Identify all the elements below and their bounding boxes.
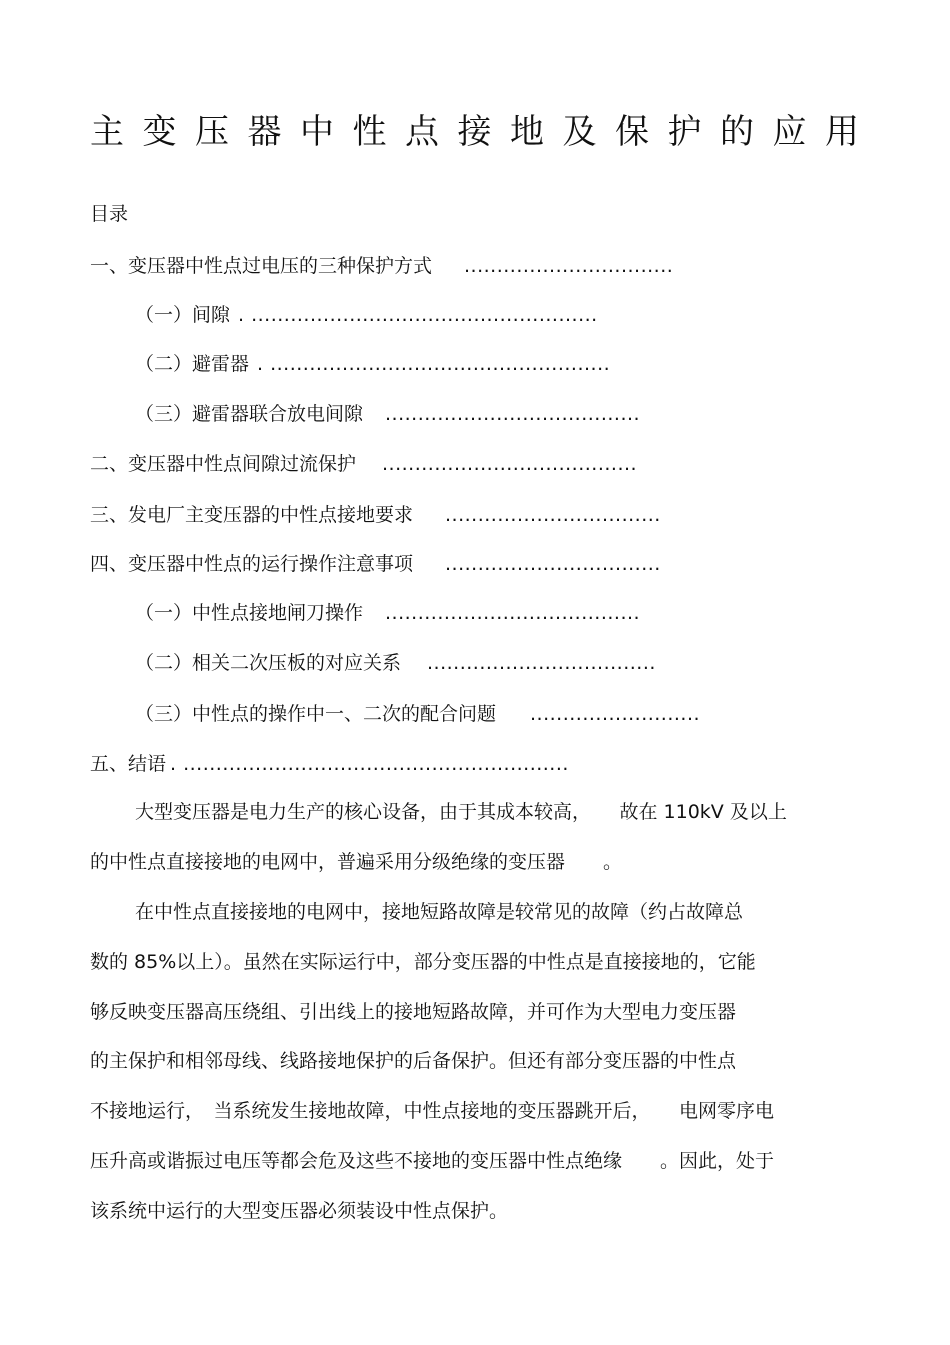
- toc-entry-dots: . ...........................................................: [170, 753, 569, 775]
- toc-entry-dots: .......................................: [385, 403, 641, 425]
- toc-entry-dots: . ....................................................: [257, 353, 611, 375]
- toc-entry-dots: .......................................: [385, 602, 641, 624]
- toc-entry[interactable]: [135, 352, 610, 376]
- toc-entry[interactable]: [135, 303, 598, 327]
- toc-entry[interactable]: [135, 402, 640, 426]
- toc-entry[interactable]: [90, 452, 637, 476]
- paragraph-line: 该系统中运行的大型变压器必须装设中性点保护。: [90, 1200, 509, 1222]
- toc-entry-label: 一、变压器中性点过电压的三种保护方式: [90, 255, 433, 277]
- paragraph-line: 压升高或谐振过电压等都会危及这些不接地的变压器中性点绝缘 。因此，处于: [90, 1150, 775, 1172]
- toc-entry-label: （一）中性点接地闸刀操作: [135, 602, 364, 624]
- toc-entry-label: 三、发电厂主变压器的中性点接地要求: [90, 504, 414, 526]
- toc-entry-label: （三）中性点的操作中一、二次的配合问题: [135, 703, 497, 725]
- paragraph-line: 的中性点直接接地的电网中，普遍采用分级绝缘的变压器 。: [90, 851, 623, 873]
- toc-entry[interactable]: [135, 702, 700, 726]
- toc-entry-label: 二、变压器中性点间隙过流保护: [90, 453, 357, 475]
- toc-entry-label: （二）相关二次压板的对应关系: [135, 652, 402, 674]
- paragraph-line: 数的 85%以上）。虽然在实际运行中，部分变压器的中性点是直接接地的，它能: [90, 951, 756, 973]
- paragraph-line: 不接地运行， 当系统发生接地故障，中性点接地的变压器跳开后， 电网零序电: [90, 1100, 775, 1122]
- toc-entry-label: 四、变压器中性点的运行操作注意事项: [90, 553, 414, 575]
- toc-entry-dots: ..........................: [530, 703, 701, 725]
- toc-entry-label: 五、结语: [90, 753, 167, 775]
- toc-entry-label: （三）避雷器联合放电间隙: [135, 403, 364, 425]
- toc-entry-dots: . .....................................................: [238, 304, 598, 326]
- toc-heading: 目录: [90, 203, 129, 225]
- toc-entry[interactable]: [90, 503, 661, 527]
- toc-entry-dots: .......................................: [382, 453, 638, 475]
- toc-entry[interactable]: [90, 752, 569, 776]
- paragraph-line: 够反映变压器高压绕组、引出线上的接地短路故障，并可作为大型电力变压器: [90, 1001, 737, 1023]
- toc-entry-dots: ................................: [464, 255, 674, 277]
- toc-entry[interactable]: [135, 651, 656, 675]
- paragraph-line: 大型变压器是电力生产的核心设备，由于其成本较高， 故在 110kV 及以上: [135, 801, 787, 823]
- toc-entry[interactable]: [90, 254, 673, 278]
- toc-entry-dots: ...................................: [427, 652, 656, 674]
- toc-entry-label: （一）间隙: [135, 304, 231, 326]
- paragraph-line: 的主保护和相邻母线、线路接地保护的后备保护。但还有部分变压器的中性点: [90, 1050, 737, 1072]
- toc-entry-dots: .................................: [445, 504, 661, 526]
- document-title: 主变压器中性点接地及保护的应用: [90, 112, 878, 152]
- toc-entry-label: （二）避雷器: [135, 353, 250, 375]
- toc-entry-dots: .................................: [445, 553, 661, 575]
- toc-entry[interactable]: [90, 552, 661, 576]
- paragraph-line: 在中性点直接接地的电网中，接地短路故障是较常见的故障（约占故障总: [135, 901, 744, 923]
- toc-entry[interactable]: [135, 601, 640, 625]
